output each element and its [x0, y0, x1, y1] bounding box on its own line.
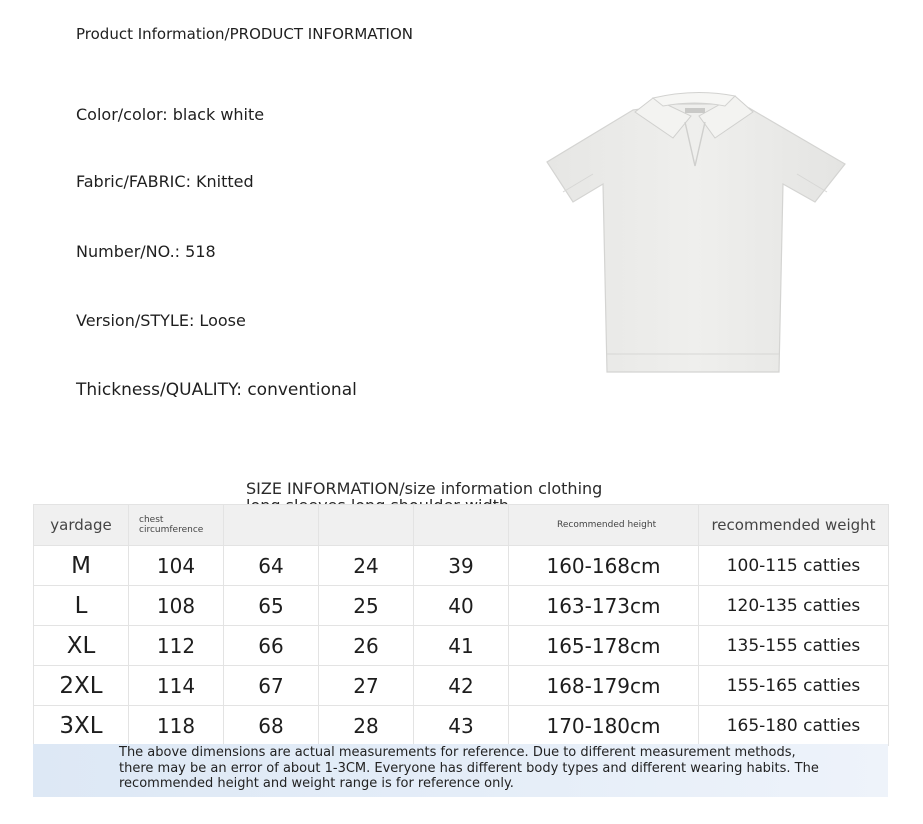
weight-cell: 100-115 catties — [699, 546, 889, 586]
white-knit-polo-shirt-icon — [535, 82, 855, 382]
header-col-5 — [414, 505, 509, 546]
product-photo — [535, 82, 855, 382]
weight-cell: 165-180 catties — [699, 706, 889, 746]
chest-cell: 118 — [129, 706, 224, 746]
length-cell: 68 — [224, 706, 319, 746]
measurement-note — [33, 744, 888, 797]
size-heading-line1: SIZE INFORMATION/size information clothing — [246, 479, 603, 498]
sleeve-cell: 25 — [319, 586, 414, 626]
size-cell: M — [34, 546, 129, 586]
chest-cell: 104 — [129, 546, 224, 586]
length-cell: 67 — [224, 666, 319, 706]
table-row — [34, 706, 889, 746]
weight-cell: 155-165 catties — [699, 666, 889, 706]
height-cell: 170-180cm — [509, 706, 699, 746]
size-cell: 2XL — [34, 666, 129, 706]
sleeve-cell: 26 — [319, 626, 414, 666]
header-chest: chest circumference — [129, 505, 224, 546]
table-row — [34, 586, 889, 626]
height-cell: 168-179cm — [509, 666, 699, 706]
height-cell: 165-178cm — [509, 626, 699, 666]
height-cell: 163-173cm — [509, 586, 699, 626]
sleeve-cell: 28 — [319, 706, 414, 746]
shoulder-cell: 43 — [414, 706, 509, 746]
fabric-info: Fabric/FABRIC: Knitted — [76, 172, 254, 191]
color-info: Color/color: black white — [76, 105, 265, 124]
measurement-note-text: The above dimensions are actual measurements for reference. Due to different measurement methods, there may be an error of about 1-3CM. Everyone has different body types and different wearing habits. The recommended height and weight range is for reference only. — [119, 745, 819, 791]
version-info: Version/STYLE: Loose — [76, 311, 246, 330]
weight-cell: 120-135 catties — [699, 586, 889, 626]
size-cell: L — [34, 586, 129, 626]
weight-cell: 135-155 catties — [699, 626, 889, 666]
chest-cell: 114 — [129, 666, 224, 706]
chest-cell: 108 — [129, 586, 224, 626]
size-table — [33, 504, 889, 746]
table-row — [34, 626, 889, 666]
length-cell: 65 — [224, 586, 319, 626]
header-col-4 — [319, 505, 414, 546]
thickness-info: Thickness/QUALITY: conventional — [76, 380, 357, 400]
header-height: Recommended height — [509, 505, 699, 546]
size-cell: XL — [34, 626, 129, 666]
shoulder-cell: 41 — [414, 626, 509, 666]
size-cell: 3XL — [34, 706, 129, 746]
header-weight: recommended weight — [699, 505, 889, 546]
number-info: Number/NO.: 518 — [76, 242, 216, 261]
table-row — [34, 666, 889, 706]
sleeve-cell: 24 — [319, 546, 414, 586]
table-row — [34, 546, 889, 586]
header-yardage: yardage — [34, 505, 129, 546]
shoulder-cell: 42 — [414, 666, 509, 706]
product-info-title: Product Information/PRODUCT INFORMATION — [76, 25, 413, 43]
shoulder-cell: 40 — [414, 586, 509, 626]
shoulder-cell: 39 — [414, 546, 509, 586]
height-cell: 160-168cm — [509, 546, 699, 586]
size-table-header — [34, 505, 889, 546]
length-cell: 66 — [224, 626, 319, 666]
header-col-3 — [224, 505, 319, 546]
length-cell: 64 — [224, 546, 319, 586]
sleeve-cell: 27 — [319, 666, 414, 706]
chest-cell: 112 — [129, 626, 224, 666]
